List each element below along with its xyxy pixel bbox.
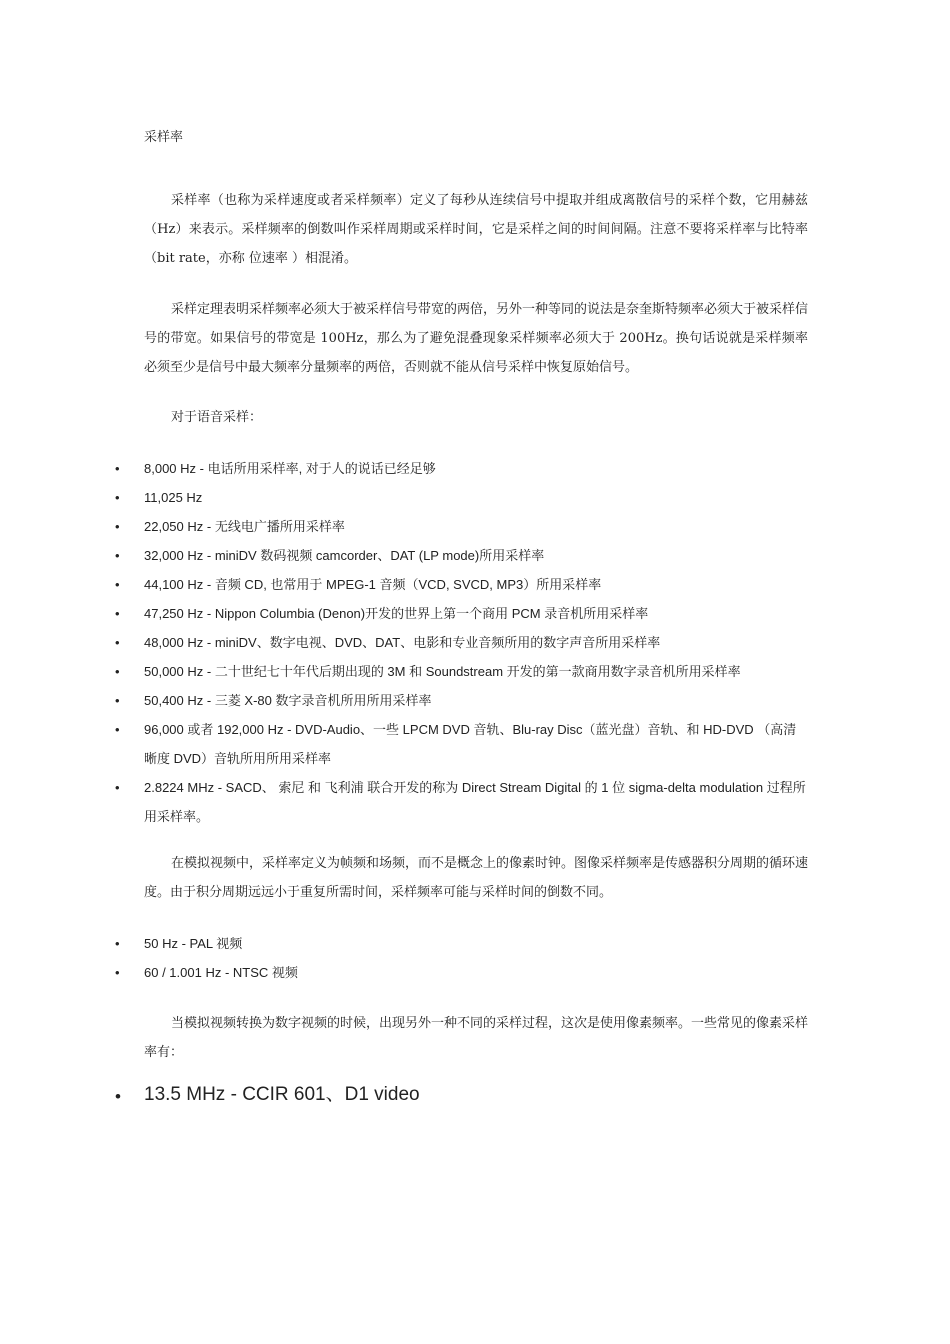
list-item: • 13.5 MHz - CCIR 601、D1 video bbox=[0, 1078, 808, 1112]
pixel-rate-list bbox=[0, 1078, 950, 1112]
bullet-icon: • bbox=[115, 965, 120, 980]
bullet-icon: • bbox=[115, 490, 120, 505]
bullet-icon: • bbox=[115, 519, 120, 534]
list-item: • 50,400 Hz - 三菱 X-80 数字录音机所用所用采样率 bbox=[0, 686, 808, 715]
bullet-icon: • bbox=[115, 606, 120, 621]
list-item: • 50,000 Hz - 二十世纪七十年代后期出现的 3M 和 Soundstream 开发的第一款商用数字录音机所用采样率 bbox=[0, 657, 808, 686]
list-item: • 48,000 Hz - miniDV、数字电视、DVD、DAT、电影和专业音频所用的数字声音所用采样率 bbox=[0, 628, 808, 657]
bullet-icon: • bbox=[115, 1087, 121, 1106]
bullet-icon: • bbox=[115, 577, 120, 592]
list-item: • 2.8224 MHz - SACD、 索尼 和 飞利浦 联合开发的称为 Direct Stream Digital 的 1 位 sigma-delta modulation 过程所用采样率。 bbox=[0, 773, 808, 831]
paragraph-pixel-rate: 当模拟视频转换为数字视频的时候，出现另外一种不同的采样过程，这次是使用像素频率。一些常见的像素采样率有： bbox=[144, 1016, 809, 1060]
list-item: • 60 / 1.001 Hz - NTSC 视频 bbox=[0, 958, 808, 987]
list-item: • 32,000 Hz - miniDV 数码视频 camcorder、DAT (LP mode)所用采样率 bbox=[0, 541, 808, 570]
page-title: 采样率 bbox=[144, 130, 184, 145]
bullet-icon: • bbox=[115, 635, 120, 650]
list-item: • 96,000 或者 192,000 Hz - DVD-Audio、一些 LPCM DVD 音轨、Blu-ray Disc（蓝光盘）音轨、和 HD-DVD （高清晰度 DVD）音轨所用所用采样率 bbox=[0, 715, 808, 773]
list-item: • 44,100 Hz - 音频 CD, 也常用于 MPEG-1 音频（VCD, SVCD, MP3）所用采样率 bbox=[0, 570, 808, 599]
bullet-icon: • bbox=[115, 722, 120, 737]
list-item: • 11,025 Hz bbox=[0, 483, 808, 512]
paragraph-definition: 采样率（也称为采样速度或者采样频率）定义了每秒从连续信号中提取并组成离散信号的采样个数，它用赫兹（Hz）来表示。采样频率的倒数叫作采样周期或采样时间，它是采样之间的时间间隔。注意不要将采样率与比特率（bit rate，亦称 位速率 ）相混淆。 bbox=[144, 193, 808, 266]
paragraph-sampling-theorem: 采样定理表明采样频率必须大于被采样信号带宽的两倍，另外一种等同的说法是奈奎斯特频率必须大于被采样信号的带宽。如果信号的带宽是 100Hz，那么为了避免混叠现象采样频率必须大于 200Hz。换句话说就是采样频率必须至少是信号中最大频率分量频率的两倍，否则就不能从信号采样中恢复原始信号。 bbox=[144, 302, 809, 375]
bullet-icon: • bbox=[115, 693, 120, 708]
bullet-icon: • bbox=[115, 461, 120, 476]
list-item: • 50 Hz - PAL 视频 bbox=[0, 929, 808, 958]
paragraph-analog-video: 在模拟视频中，采样率定义为帧频和场频，而不是概念上的像素时钟。图像采样频率是传感器积分周期的循环速度。由于积分周期远远小于重复所需时间，采样频率可能与采样时间的倒数不同。 bbox=[144, 856, 809, 900]
audio-rate-list bbox=[0, 454, 950, 831]
list-item: • 47,250 Hz - Nippon Columbia (Denon)开发的世界上第一个商用 PCM 录音机所用采样率 bbox=[0, 599, 808, 628]
list-item: • 8,000 Hz - 电话所用采样率, 对于人的说话已经足够 bbox=[0, 454, 808, 483]
bullet-icon: • bbox=[115, 780, 120, 795]
list-item: • 22,050 Hz - 无线电广播所用采样率 bbox=[0, 512, 808, 541]
video-rate-list bbox=[0, 929, 950, 987]
bullet-icon: • bbox=[115, 664, 120, 679]
bullet-icon: • bbox=[115, 936, 120, 951]
bullet-icon: • bbox=[115, 548, 120, 563]
paragraph-audio-intro: 对于语音采样： bbox=[171, 410, 263, 425]
